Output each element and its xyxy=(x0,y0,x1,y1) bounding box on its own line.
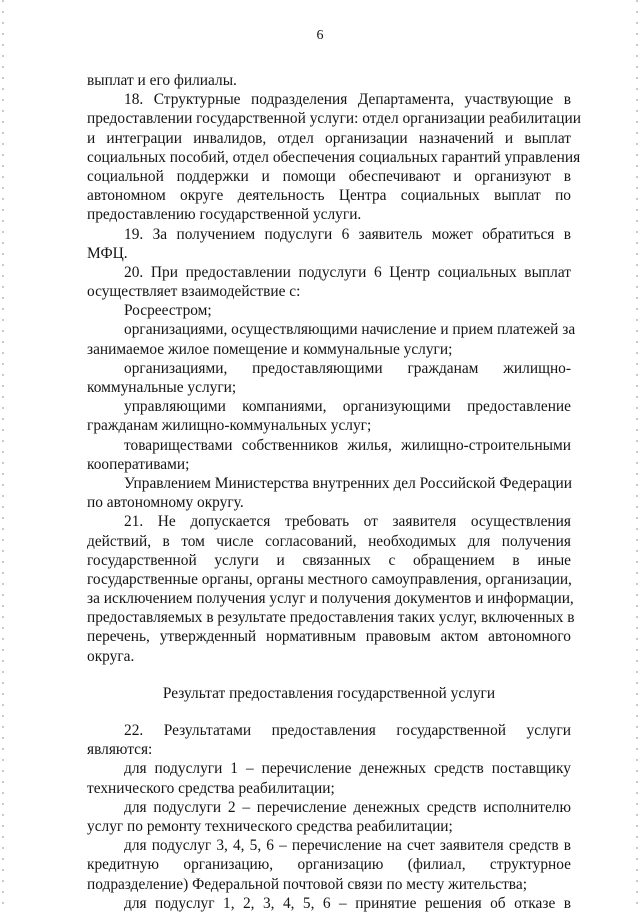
text-line: гражданам жилищно-коммунальных услуг; xyxy=(87,417,372,435)
text-line: технического средства реабилитации; xyxy=(87,779,335,797)
text-line: государственные органы, органы местного самоуправления, организации, xyxy=(87,570,572,588)
text-line: Росреестром; xyxy=(124,302,212,320)
text-line: и интеграции инвалидов, отдел организации назначений и выплат xyxy=(87,129,571,147)
text-line: предоставлении государственной услуги: отдел организации реабилитации xyxy=(87,110,581,128)
page-number: 6 xyxy=(316,28,324,43)
text-line: кооперативами; xyxy=(87,455,190,473)
paragraph-gap xyxy=(87,666,571,684)
text-line: 20. При предоставлении подуслуги 6 Центр социальных выплат xyxy=(124,263,571,281)
text-line: действий, в том числе согласований, необходимых для получения xyxy=(87,532,571,550)
text-line: 21. Не допускается требовать от заявителя осуществления xyxy=(124,513,571,531)
text-line: занимаемое жилое помещение и коммунальные услуги; xyxy=(87,340,453,358)
text-line: социальной поддержки и помощи обеспечивают и организуют в xyxy=(87,167,571,185)
text-line: для подуслуг 3, 4, 5, 6 – перечисление на счет заявителя средств в xyxy=(124,837,571,855)
text-line: подразделение) Федеральной почтовой связи по месту жительства; xyxy=(87,875,527,893)
text-line: кредитную организацию, организацию (филиал, структурное xyxy=(87,856,571,874)
paragraph-gap xyxy=(87,703,571,721)
text-line: являются: xyxy=(87,741,153,759)
text-line: государственной услуги и связанных с обращением в иные xyxy=(87,551,571,569)
text-line: предоставлению государственной услуги. xyxy=(87,206,362,224)
text-line: 22. Результатами предоставления государственной услуги xyxy=(124,722,571,739)
text-line: для подуслуг 1, 2, 3, 4, 5, 6 – принятие решения об отказе в xyxy=(124,894,571,912)
scan-edge-left xyxy=(2,0,4,905)
text-line: Управлением Министерства внутренних дел Российской Федерации xyxy=(124,474,573,492)
text-line: товариществами собственников жилья, жилищно-строительными xyxy=(124,436,571,454)
text-line: для подуслуги 1 – перечисление денежных средств поставщику xyxy=(124,760,571,778)
text-line: 18. Структурные подразделения Департамента, участвующие в xyxy=(124,91,571,109)
text-line: по автономному округу. xyxy=(87,494,244,512)
text-line: предоставляемых в результате предоставления таких услуг, включенных в xyxy=(87,609,575,627)
text-line: автономном округе деятельность Центра социальных выплат по xyxy=(87,187,571,205)
text-line: для подуслуги 2 – перечисление денежных средств исполнителю xyxy=(124,798,571,816)
text-line: округа. xyxy=(87,647,135,665)
text-line: перечень, утвержденный нормативным правовым актом автономного xyxy=(87,628,571,646)
text-line: услуг по ремонту технического средства реабилитации; xyxy=(87,817,453,835)
text-line: 19. За получением подуслуги 6 заявитель может обратиться в xyxy=(124,225,571,243)
text-line: выплат и его филиалы. xyxy=(87,72,237,89)
scan-edge-right xyxy=(636,0,638,905)
text-line: управляющими компаниями, организующими предоставление xyxy=(124,398,571,416)
text-line: МФЦ. xyxy=(87,244,128,262)
text-line: за исключением получения услуг и получения документов и информации, xyxy=(87,590,574,608)
text-line: организациями, предоставляющими гражданам жилищно- xyxy=(124,359,571,377)
text-line: коммунальные услуги; xyxy=(87,379,237,396)
text-line: организациями, осуществляющими начисление и прием платежей за xyxy=(124,321,576,339)
document-body xyxy=(87,71,581,913)
section-heading: Результат предоставления государственной услуги xyxy=(162,684,496,702)
text-line: осуществляет взаимодействие с: xyxy=(87,283,301,301)
text-line: социальных пособий, отдел обеспечения социальных гарантий управления xyxy=(87,148,581,166)
